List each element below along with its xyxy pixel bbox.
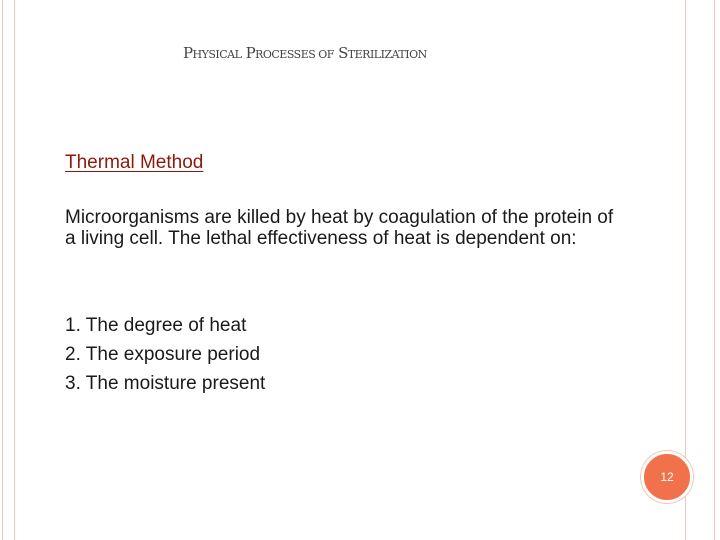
left-border-decoration bbox=[2, 0, 15, 540]
title-word-hysical: HYSICAL bbox=[192, 48, 242, 61]
title-initial-p2: P bbox=[241, 44, 256, 62]
title-initial-p: P bbox=[183, 44, 193, 62]
title-word-of: OF bbox=[315, 48, 334, 61]
page-number: 12 bbox=[660, 470, 674, 484]
page-number-badge bbox=[641, 451, 693, 503]
body-paragraph: Microorganisms are killed by heat by coagulation of the protein of a living cell. The lethal effectiveness of heat is dependent on: bbox=[65, 207, 614, 249]
list-item: 2. The exposure period bbox=[65, 344, 261, 365]
right-border-decoration bbox=[685, 0, 715, 540]
section-heading: Thermal Method bbox=[65, 152, 204, 173]
title-initial-s: S bbox=[333, 44, 348, 62]
list-item: 1. The degree of heat bbox=[65, 315, 247, 336]
title-word-terilization: TERILIZATION bbox=[347, 48, 427, 61]
title-word-rocesses: ROCESSES bbox=[255, 48, 316, 61]
slide-title bbox=[183, 44, 427, 62]
factor-list bbox=[65, 311, 265, 398]
list-item: 3. The moisture present bbox=[65, 373, 266, 394]
